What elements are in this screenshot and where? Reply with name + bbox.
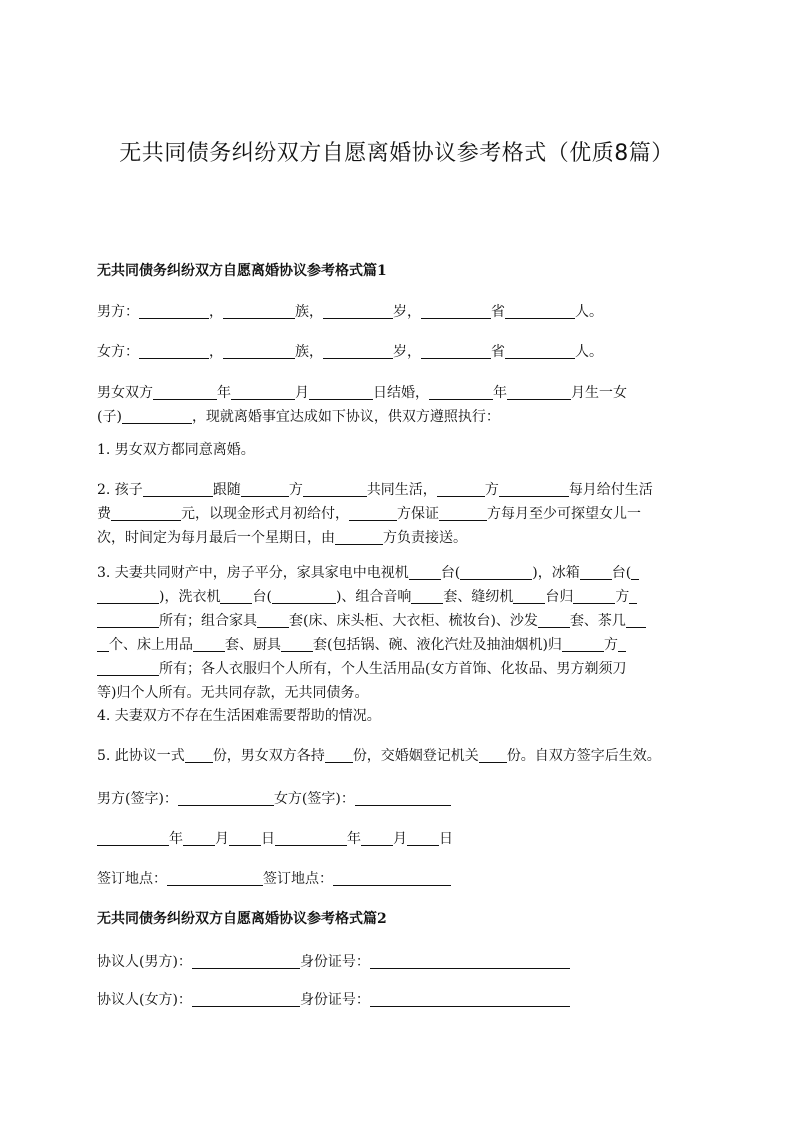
section-heading-1: 无共同债务纠纷双方自愿离婚协议参考格式篇1 bbox=[97, 263, 387, 279]
party-male-line: 协议人(男方)： 身份证号： bbox=[97, 950, 697, 974]
item-1: 1. 男女双方都同意离婚。 bbox=[97, 442, 255, 458]
date-line: 年 月 日 年 月 日 bbox=[97, 827, 697, 851]
signature-line: 男方(签字)： 女方(签字)： bbox=[97, 787, 697, 811]
item-2: 2. 孩子 跟随 方 共同生活， 方 每月给付生活 费 元，以现金形式月初给付， 方保证 方每月至少可探望女儿一 次，时间定为每月最后一个星期日，由 方负责接送。 bbox=[97, 482, 653, 546]
male-info-line: 男方： ， 族， 岁， 省 人。 bbox=[97, 304, 603, 320]
marriage-paragraph: 男女双方 年 月 日结婚， 年 月生一女 (子) ，现就离婚事宜达成如下协议，供双方遵照执行： bbox=[97, 385, 627, 425]
female-info-line: 女方： ， 族， 岁， 省 人。 bbox=[97, 344, 603, 360]
section-heading-2: 无共同债务纠纷双方自愿离婚协议参考格式篇2 bbox=[97, 911, 387, 927]
item-3: 3. 夫妻共同财产中，房子平分，家具家电中电视机 台( )，冰箱 台( )，洗衣机 台( )、组合音响 套、缝纫机 台归 方 所有；组合家具 套(床、床头柜、大衣柜、梳妆台)、沙发 套、茶几 个、床上用品 套、厨具 套(包括锅、碗、液化汽灶及抽油烟机)归 方 所有；各人衣服归个人所有，个人生活用品(女方首饰、化妆品、男方剃须刀 等)归个人所有。无共同存款，无共同债务。 bbox=[97, 561, 697, 705]
document-title: 无共同债务纠纷双方自愿离婚协议参考格式（优质8篇） bbox=[119, 141, 674, 166]
item-4: 4. 夫妻双方不存在生活困难需要帮助的情况。 bbox=[97, 708, 381, 724]
party-female-line: 协议人(女方)： 身份证号： bbox=[97, 988, 697, 1012]
item-5: 5. 此协议一式 份，男女双方各持 份，交婚姻登记机关 份。自双方签字后生效。 bbox=[97, 748, 661, 764]
signing-place-line: 签订地点： 签订地点： bbox=[97, 867, 697, 891]
